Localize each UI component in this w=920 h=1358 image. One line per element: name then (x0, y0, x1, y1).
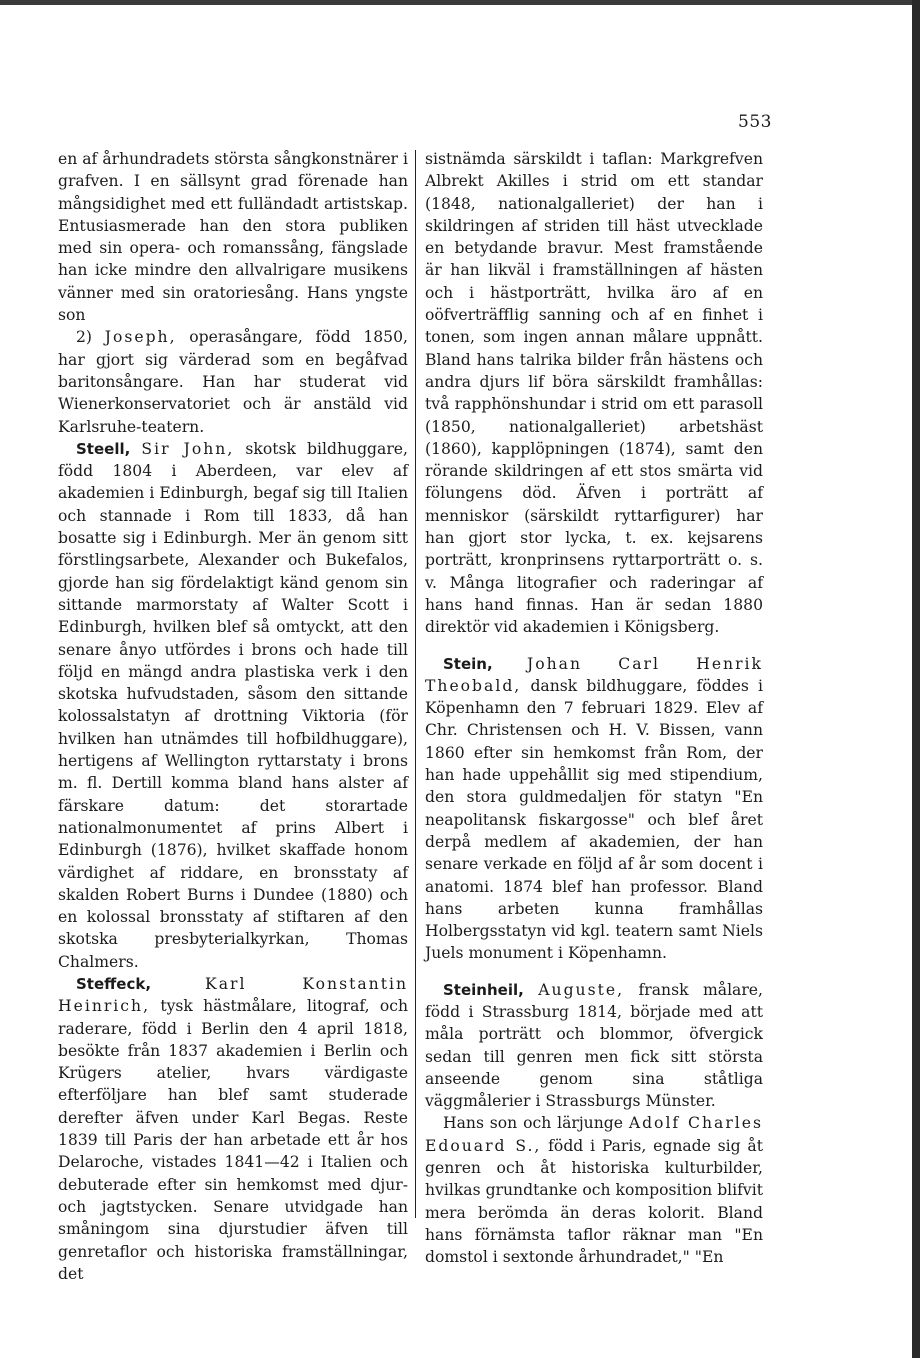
paragraph-continuation: en af århundradets största sångkonstnärer i grafven. I en sällsynt grad förenade han mångsidighet med ett fulländadt artistskap. Entusiasmerade han den stora publiken med sin opera- och romanssång, fängslade han icke mindre den allvalrigare musikens vänner med sin oratoriesång. Hans yngste son (58, 150, 408, 325)
entry-text: fransk målare, född i Strassburg 1814, började med att måla porträtt och blommor, öfvergick sedan till genren men fick sitt största anseende genom sina ståtliga väggmålerier i Strassburgs Münster. (425, 980, 763, 1111)
entry-stein (425, 653, 763, 965)
right-column (425, 148, 763, 1269)
scan-edge-top (0, 0, 920, 5)
entry-name: Adolf Charles Edouard S., (425, 1114, 763, 1155)
entry-name: Joseph, (104, 328, 177, 347)
entry-text: tysk hästmålare, litograf, och raderare, född i Berlin den 4 april 1818, besökte från 1837 akademien i Berlin och Krügers atelier, hvars värdigaste efterföljare han blef samt studerade derefter äfven under Karl Begas. Reste 1839 till Paris der han arbetade ett år hos Delaroche, vistades 1841—42 i Italien och debuterade efter sin hemkomst med djur- och jagtstycken. Senare utvidgade han småningom sina djurstudier äfven till genretaflor och historiska framställningar, det (58, 997, 408, 1283)
left-column (58, 148, 408, 1285)
entry-number: 2) (76, 328, 93, 347)
page-number: 553 (738, 112, 772, 132)
entry-joseph (58, 326, 408, 437)
headword: Steell, (76, 439, 131, 458)
headword: Steinheil, (443, 980, 524, 999)
entry-text: född i Paris, egnade sig åt genren och åt historiska kulturbilder, hvilkas grundtanke och komposition blifvit mera berömda än deras kolorit. Bland hans förnämsta taflor räknar man "En domstol i sextonde århundradet," "En (425, 1136, 763, 1267)
entry-text: dansk bildhuggare, föddes i Köpenhamn den 7 februari 1829. Elev af Chr. Christensen och H. V. Bissen, vann 1860 efter sin hemkomst från Rom, der han hade uppehållit sig med stipendium, den stora guldmedaljen för statyn "En neapolitansk fiskargosse" och blef året derpå medlem af akademien, der han senare verkade en följd af år som docent i anatomi. 1874 blef han professor. Bland hans arbeten kunna framhållas Holbergsstatyn vid kgl. teatern samt Niels Juels monument i Köpenhamn. (425, 676, 763, 963)
column-divider (415, 150, 416, 1218)
headword: Steffeck, (76, 974, 152, 993)
entry-steinheil-son (425, 1112, 763, 1268)
entry-text: skotsk bildhuggare, född 1804 i Aberdeen, var elev af akademien i Edinburgh, begaf sig till Italien och stannade i Rom till 1833, då han bosatte sig i Edinburgh. Mer än genom sitt förstlingsarbete, Alexander och Bukefalos, gjorde han sig fördelaktigt känd genom sin sittande marmorstaty af Walter Scott i Edinburgh, hvilken blef så omtyckt, att den senare ånyo utfördes i brons och hade till följd en mängd andra plastiska verk i den skotska hufvudstaden, såsom den sittande kolossalstatyn af drottning Viktoria (för hvilken han utnämdes till hofbildhuggare), hertigens af Wellington ryttarstaty i brons m. fl. Dertill komma bland hans alster af färskare datum: det storartade nationalmonumentet af prins Albert i Edinburgh (1876), hvilket skaffade honom värdighet af riddare, en bronsstaty af skalden Robert Burns i Dundee (1880) och en kolossal bronsstaty af stiftaren af den skotska presbyterialkyrkan, Thomas Chalmers. (58, 439, 408, 971)
entry-text: operasångare, född 1850, har gjort sig värderad som en begåfvad baritonsångare. Han har studerat vid Wienerkonservatoriet och är anstäld vid Karlsruhe-teatern. (58, 328, 408, 436)
paragraph-continuation: sistnämda särskildt i taflan: Markgrefven Albrekt Akilles i strid om ett standar (1848, nationalgalleriet) der han i skildringen af striden till häst utvecklade en betydande bravur. Mest framstående är han likväl i framställningen af hästen och i hästporträtt, hvilka äro af en oöfverträfflig sanning och af en finhet i tonen, som ingen annan målare uppnått. Bland hans talrika bilder från hästens och andra djurs lif böra särskildt framhållas: två rapphönshundar i strid om ett parasoll (1850, nationalgalleriet) arbetshäst (1860), kapplöpningen (1874), samt den rörande skildringen af ett stos smärta vid fölungens död. Äfven i porträtt af menniskor (särskildt ryttarfigurer) har han gjort stor lycka, t. ex. kejsarens porträtt, kronprinsens ryttarporträtt o. s. v. Många litografier och raderingar af hans hand finnas. Han är sedan 1880 direktör vid akademien i Königsberg. (425, 150, 763, 637)
entry-steffeck (58, 973, 408, 1285)
entry-steell (58, 438, 408, 973)
entry-name: Auguste, (538, 980, 625, 999)
entry-name: Sir John, (141, 439, 235, 458)
entry-name: Johan Carl Henrik Theobald, (425, 654, 763, 695)
scan-edge-right (912, 0, 920, 1358)
entry-name: Karl Konstantin Heinrich, (58, 974, 408, 1016)
headword: Stein, (443, 654, 493, 673)
entry-steinheil (425, 979, 763, 1113)
entry-intro: Hans son och lärjunge (443, 1114, 623, 1133)
